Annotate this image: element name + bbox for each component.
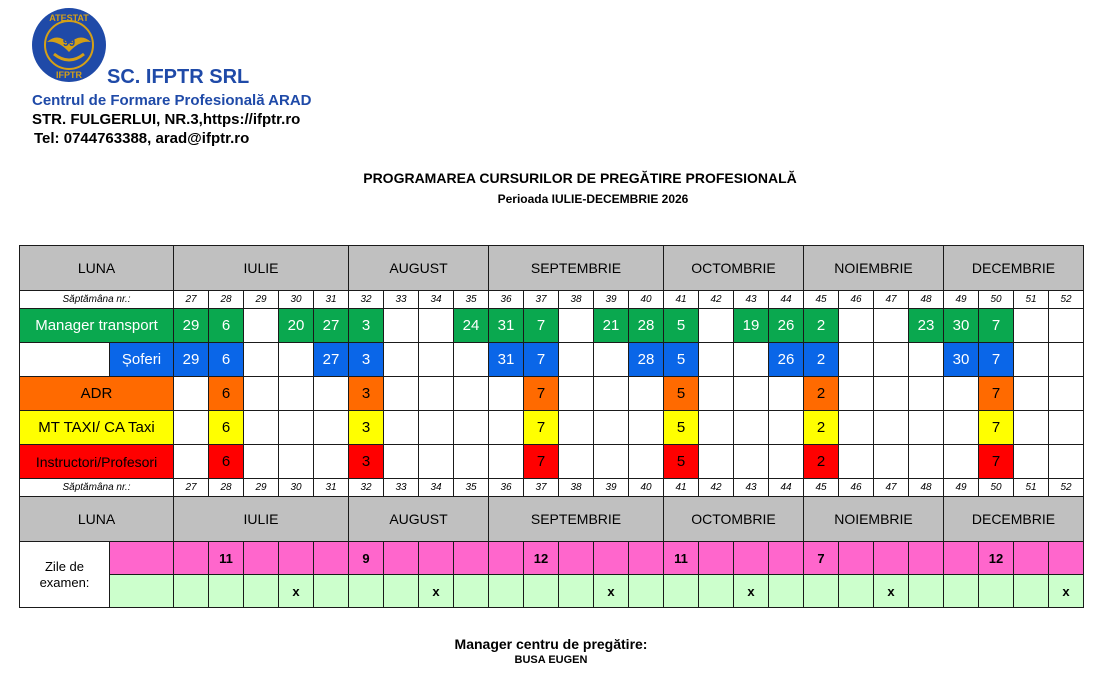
week-number: 47	[874, 291, 909, 309]
week-number: 48	[909, 291, 944, 309]
top-month-0: IULIE	[174, 246, 349, 291]
exam-day	[384, 542, 419, 575]
course-start-day	[629, 411, 664, 445]
week-number: 51	[1014, 291, 1049, 309]
exam-mark	[909, 575, 944, 608]
svg-text:99: 99	[62, 37, 76, 49]
exam-day	[279, 542, 314, 575]
course-start-day: 5	[664, 343, 699, 377]
course-start-day: 31	[489, 309, 524, 343]
week-number: 40	[629, 479, 664, 497]
week-number: 39	[594, 291, 629, 309]
exam-day	[419, 542, 454, 575]
course-start-day	[559, 309, 594, 343]
course-row	[20, 309, 1084, 343]
course-start-day	[559, 411, 594, 445]
exam-day	[874, 542, 909, 575]
course-start-day	[384, 411, 419, 445]
week-number: 44	[769, 291, 804, 309]
course-start-day	[944, 445, 979, 479]
exam-day	[944, 542, 979, 575]
company-address: STR. FULGERLUI, NR.3,https://ifptr.ro	[32, 111, 301, 128]
exam-days-row	[20, 542, 1084, 575]
course-start-day	[629, 377, 664, 411]
exam-day: 12	[524, 542, 559, 575]
course-start-day	[454, 343, 489, 377]
exam-day	[769, 542, 804, 575]
week-number: 31	[314, 479, 349, 497]
course-start-day: 26	[769, 309, 804, 343]
course-start-day	[244, 309, 279, 343]
course-start-day	[314, 411, 349, 445]
week-number: 52	[1049, 291, 1084, 309]
course-schedule-table	[19, 245, 1084, 608]
week-number: 38	[559, 479, 594, 497]
exam-day	[174, 542, 209, 575]
week-number: 41	[664, 291, 699, 309]
week-number: 29	[244, 479, 279, 497]
week-number: 32	[349, 479, 384, 497]
week-number: 50	[979, 479, 1014, 497]
bottom-month-5: DECEMBRIE	[944, 497, 1084, 542]
week-number: 30	[279, 291, 314, 309]
course-start-day: 3	[349, 309, 384, 343]
course-start-day	[699, 309, 734, 343]
course-start-day: 6	[209, 343, 244, 377]
week-number: 40	[629, 291, 664, 309]
course-start-day: 2	[804, 343, 839, 377]
course-start-day	[594, 377, 629, 411]
exam-mark: x	[874, 575, 909, 608]
course-start-day	[314, 445, 349, 479]
course-start-day	[699, 377, 734, 411]
exam-label-spacer	[110, 542, 174, 575]
course-start-day	[559, 445, 594, 479]
exam-mark: x	[419, 575, 454, 608]
course-start-day	[489, 411, 524, 445]
exam-mark	[349, 575, 384, 608]
course-start-day	[839, 377, 874, 411]
training-center-name: Centrul de Formare Profesională ARAD	[32, 92, 312, 109]
course-start-day	[1014, 411, 1049, 445]
exam-mark	[699, 575, 734, 608]
course-start-day: 23	[909, 309, 944, 343]
course-start-day	[699, 411, 734, 445]
course-start-day	[419, 343, 454, 377]
exam-mark: x	[594, 575, 629, 608]
course-start-day	[874, 309, 909, 343]
course-start-day: 7	[524, 411, 559, 445]
course-start-day	[279, 377, 314, 411]
course-start-day	[489, 445, 524, 479]
course-start-day: 27	[314, 343, 349, 377]
course-start-day: 19	[734, 309, 769, 343]
course-start-day	[1014, 309, 1049, 343]
course-start-day: 7	[979, 343, 1014, 377]
course-start-day	[314, 377, 349, 411]
exam-mark	[629, 575, 664, 608]
course-start-day: 27	[314, 309, 349, 343]
course-start-day	[384, 343, 419, 377]
exam-label-spacer	[110, 575, 174, 608]
course-start-day: 5	[664, 445, 699, 479]
course-start-day: 7	[979, 309, 1014, 343]
course-row	[20, 411, 1084, 445]
exam-day	[1014, 542, 1049, 575]
course-start-day: 6	[209, 411, 244, 445]
exam-mark: x	[279, 575, 314, 608]
course-start-day	[629, 445, 664, 479]
document-period: Perioada IULIE-DECEMBRIE 2026	[497, 192, 689, 206]
course-start-day	[909, 411, 944, 445]
course-start-day: 6	[209, 377, 244, 411]
course-start-day	[384, 309, 419, 343]
course-start-day: 3	[349, 377, 384, 411]
course-row	[20, 445, 1084, 479]
exam-mark	[244, 575, 279, 608]
course-start-day	[874, 377, 909, 411]
course-start-day: 7	[524, 445, 559, 479]
company-contact: Tel: 0744763388, arad@ifptr.ro	[34, 130, 250, 147]
course-start-day: 3	[349, 343, 384, 377]
course-start-day: 28	[629, 309, 664, 343]
course-start-day	[594, 411, 629, 445]
course-start-day	[174, 445, 209, 479]
course-start-day	[559, 377, 594, 411]
course-name: Șoferi	[110, 343, 174, 377]
course-start-day: 7	[524, 309, 559, 343]
month-header-row-bottom	[20, 497, 1084, 542]
course-start-day	[699, 343, 734, 377]
course-start-day	[839, 445, 874, 479]
manager-name: BUSA EUGEN	[514, 654, 588, 666]
week-number: 27	[174, 291, 209, 309]
course-row	[20, 377, 1084, 411]
company-name: SC. IFPTR SRL	[107, 66, 250, 88]
week-number: 27	[174, 479, 209, 497]
bottom-luna-label: LUNA	[20, 497, 174, 542]
course-start-day: 20	[279, 309, 314, 343]
course-start-day: 2	[804, 309, 839, 343]
course-name: Instructori/Profesori	[20, 445, 174, 479]
exam-day: 7	[804, 542, 839, 575]
week-number: 36	[489, 291, 524, 309]
course-start-day: 7	[524, 377, 559, 411]
course-start-day: 2	[804, 445, 839, 479]
week-number: 34	[419, 479, 454, 497]
exam-day	[629, 542, 664, 575]
course-start-day	[384, 445, 419, 479]
course-start-day	[419, 445, 454, 479]
exam-day: 11	[664, 542, 699, 575]
week-number: 48	[909, 479, 944, 497]
top-week-label: Săptămâna nr.:	[20, 291, 174, 309]
course-start-day: 3	[349, 445, 384, 479]
exam-mark	[174, 575, 209, 608]
course-start-day: 21	[594, 309, 629, 343]
week-number: 33	[384, 291, 419, 309]
course-start-day	[594, 343, 629, 377]
week-number: 28	[209, 291, 244, 309]
course-start-day: 5	[664, 309, 699, 343]
course-indent-cell	[20, 343, 110, 377]
course-start-day	[769, 411, 804, 445]
exam-day: 11	[209, 542, 244, 575]
course-start-day	[769, 445, 804, 479]
week-number: 46	[839, 291, 874, 309]
course-start-day	[174, 377, 209, 411]
exam-day	[734, 542, 769, 575]
exam-mark	[209, 575, 244, 608]
course-start-day	[909, 445, 944, 479]
bottom-week-label: Săptămâna nr.:	[20, 479, 174, 497]
bottom-month-4: NOIEMBRIE	[804, 497, 944, 542]
bottom-month-3: OCTOMBRIE	[664, 497, 804, 542]
course-start-day	[244, 411, 279, 445]
bottom-week-row	[20, 479, 1084, 497]
week-number: 52	[1049, 479, 1084, 497]
course-start-day: 2	[804, 411, 839, 445]
week-number: 49	[944, 479, 979, 497]
week-number: 32	[349, 291, 384, 309]
week-number: 38	[559, 291, 594, 309]
course-start-day	[594, 445, 629, 479]
exam-days-label: Zile de examen:	[20, 542, 110, 608]
course-start-day	[454, 411, 489, 445]
course-start-day	[909, 343, 944, 377]
course-start-day	[1014, 377, 1049, 411]
exam-day	[454, 542, 489, 575]
course-start-day	[874, 411, 909, 445]
course-start-day	[944, 411, 979, 445]
course-start-day	[419, 377, 454, 411]
course-start-day: 6	[209, 309, 244, 343]
week-number: 37	[524, 479, 559, 497]
course-start-day: 31	[489, 343, 524, 377]
course-start-day	[1014, 445, 1049, 479]
exam-mark	[524, 575, 559, 608]
course-start-day: 26	[769, 343, 804, 377]
course-start-day	[419, 309, 454, 343]
course-start-day	[769, 377, 804, 411]
course-start-day	[454, 445, 489, 479]
course-start-day	[174, 411, 209, 445]
exam-mark	[1014, 575, 1049, 608]
course-start-day: 3	[349, 411, 384, 445]
exam-mark	[804, 575, 839, 608]
ifptr-logo	[30, 6, 108, 84]
exam-day	[594, 542, 629, 575]
course-start-day: 6	[209, 445, 244, 479]
exam-day	[489, 542, 524, 575]
top-month-1: AUGUST	[349, 246, 489, 291]
exam-mark	[454, 575, 489, 608]
week-number: 45	[804, 479, 839, 497]
course-start-day	[839, 411, 874, 445]
bottom-month-1: AUGUST	[349, 497, 489, 542]
bottom-month-2: SEPTEMBRIE	[489, 497, 664, 542]
week-number: 37	[524, 291, 559, 309]
exam-day: 9	[349, 542, 384, 575]
top-luna-label: LUNA	[20, 246, 174, 291]
exam-mark	[979, 575, 1014, 608]
course-start-day: 28	[629, 343, 664, 377]
course-start-day	[734, 445, 769, 479]
exam-day	[1049, 542, 1084, 575]
course-start-day: 7	[979, 411, 1014, 445]
week-number: 36	[489, 479, 524, 497]
course-start-day	[874, 343, 909, 377]
course-start-day: 7	[979, 377, 1014, 411]
week-number: 39	[594, 479, 629, 497]
week-number: 35	[454, 479, 489, 497]
course-start-day	[734, 411, 769, 445]
week-number: 29	[244, 291, 279, 309]
exam-day	[244, 542, 279, 575]
course-start-day	[244, 377, 279, 411]
exam-day: 12	[979, 542, 1014, 575]
course-name: ADR	[20, 377, 174, 411]
course-start-day	[734, 377, 769, 411]
exam-day	[314, 542, 349, 575]
course-start-day: 2	[804, 377, 839, 411]
course-row	[20, 343, 1084, 377]
week-number: 33	[384, 479, 419, 497]
course-start-day: 30	[944, 343, 979, 377]
week-number: 28	[209, 479, 244, 497]
course-start-day	[279, 445, 314, 479]
exam-day	[839, 542, 874, 575]
course-start-day	[1049, 411, 1084, 445]
course-start-day	[944, 377, 979, 411]
course-start-day	[839, 309, 874, 343]
top-week-row	[20, 291, 1084, 309]
course-start-day: 30	[944, 309, 979, 343]
course-start-day: 7	[979, 445, 1014, 479]
week-number: 42	[699, 479, 734, 497]
course-start-day: 24	[454, 309, 489, 343]
week-number: 49	[944, 291, 979, 309]
exam-day	[699, 542, 734, 575]
svg-text:IFPTR: IFPTR	[56, 70, 82, 80]
course-start-day	[734, 343, 769, 377]
course-start-day	[1014, 343, 1049, 377]
exam-mark	[664, 575, 699, 608]
week-number: 34	[419, 291, 454, 309]
week-number: 46	[839, 479, 874, 497]
course-name: Manager transport	[20, 309, 174, 343]
exam-mark	[769, 575, 804, 608]
course-start-day	[1049, 309, 1084, 343]
exam-day	[559, 542, 594, 575]
document-title: PROGRAMAREA CURSURILOR DE PREGĂTIRE PROFESIONALĂ	[363, 170, 797, 186]
week-number: 50	[979, 291, 1014, 309]
course-start-day	[1049, 377, 1084, 411]
exam-mark	[489, 575, 524, 608]
week-number: 45	[804, 291, 839, 309]
top-month-4: NOIEMBRIE	[804, 246, 944, 291]
week-number: 41	[664, 479, 699, 497]
top-month-2: SEPTEMBRIE	[489, 246, 664, 291]
bottom-month-0: IULIE	[174, 497, 349, 542]
course-start-day	[559, 343, 594, 377]
course-start-day	[839, 343, 874, 377]
course-start-day	[874, 445, 909, 479]
exam-mark	[839, 575, 874, 608]
top-month-5: DECEMBRIE	[944, 246, 1084, 291]
course-start-day: 5	[664, 377, 699, 411]
course-start-day	[244, 343, 279, 377]
week-number: 42	[699, 291, 734, 309]
course-start-day	[384, 377, 419, 411]
course-start-day	[419, 411, 454, 445]
exam-mark	[559, 575, 594, 608]
month-header-row	[20, 246, 1084, 291]
week-number: 31	[314, 291, 349, 309]
exam-marks-row	[20, 575, 1084, 608]
course-start-day: 29	[174, 343, 209, 377]
course-start-day	[279, 411, 314, 445]
course-start-day: 5	[664, 411, 699, 445]
exam-mark: x	[1049, 575, 1084, 608]
week-number: 35	[454, 291, 489, 309]
course-start-day	[1049, 343, 1084, 377]
course-start-day	[699, 445, 734, 479]
week-number: 44	[769, 479, 804, 497]
course-start-day	[279, 343, 314, 377]
exam-mark	[314, 575, 349, 608]
week-number: 30	[279, 479, 314, 497]
course-start-day	[1049, 445, 1084, 479]
week-number: 47	[874, 479, 909, 497]
course-start-day	[489, 377, 524, 411]
svg-text:ATESTAT: ATESTAT	[49, 13, 89, 23]
course-start-day	[909, 377, 944, 411]
exam-mark	[384, 575, 419, 608]
top-month-3: OCTOMBRIE	[664, 246, 804, 291]
course-start-day: 29	[174, 309, 209, 343]
week-number: 43	[734, 291, 769, 309]
manager-label: Manager centru de pregătire:	[454, 636, 648, 652]
course-start-day	[454, 377, 489, 411]
course-start-day	[244, 445, 279, 479]
week-number: 43	[734, 479, 769, 497]
course-name: MT TAXI/ CA Taxi	[20, 411, 174, 445]
week-number: 51	[1014, 479, 1049, 497]
exam-mark	[944, 575, 979, 608]
exam-mark: x	[734, 575, 769, 608]
exam-day	[909, 542, 944, 575]
course-start-day: 7	[524, 343, 559, 377]
